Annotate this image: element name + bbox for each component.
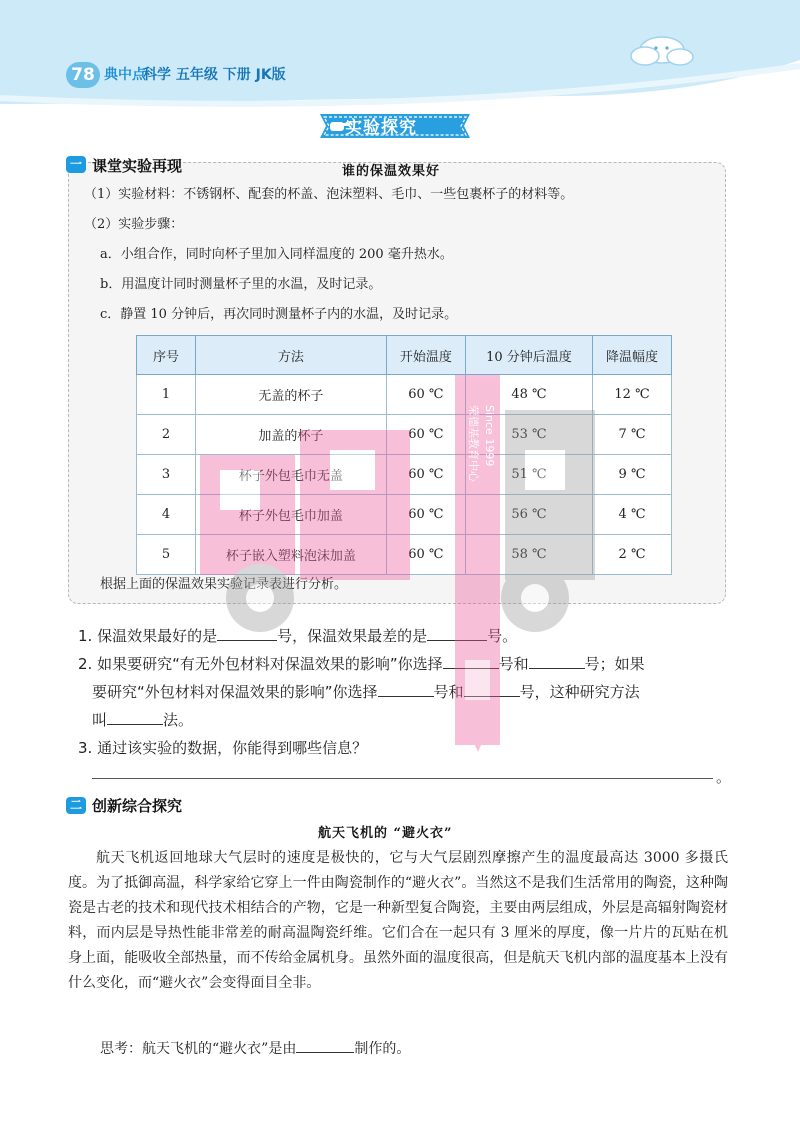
experiment-heading: 谁的保温效果好 (342, 164, 441, 179)
results-table (136, 335, 672, 575)
table-cell: 加盖的杯子 (196, 415, 387, 455)
table-row (137, 455, 672, 495)
table-cell: 7 ℃ (593, 415, 672, 455)
table-cell: 3 (137, 455, 196, 495)
steps-title: （2）实验步骤： (84, 217, 184, 232)
question-text: 号和 (433, 683, 464, 701)
question-text: 号，这种研究方法 (519, 683, 640, 701)
question-text: 1. 保温效果最好的是 (78, 627, 218, 645)
table-row (137, 415, 672, 455)
question-text: 号；如果 (584, 655, 645, 673)
column-header: 开始温度 (386, 336, 465, 375)
question-text: 号和 (498, 655, 529, 673)
table-cell: 无盖的杯子 (196, 375, 387, 415)
answer-blank[interactable] (529, 654, 585, 669)
step-c: c．静置 10 分钟后，再次同时测量杯子内的水温，及时记录。 (100, 307, 458, 322)
answer-blank[interactable] (464, 682, 520, 697)
table-row (137, 495, 672, 535)
reading-paragraph: 航天飞机返回地球大气层时的速度是极快的，它与大气层剧烈摩擦产生的温度最高达 3000 多摄氏度。为了抵御高温，科学家给它穿上一件由陶瓷制作的“避火衣”。当然这不是我们生活常用的陶瓷，这种陶瓷是古老的技术和现代技术相结合的产物，它是一种新型复合陶瓷，主要由两层组成，外层是高辐射陶瓷材料，而内层是导热性能非常差的耐高温陶瓷纤维。它们合在一起只有 3 厘米的厚度，像一片片的瓦贴在机身上面，能吸收全部热量，而不传给金属机身。虽然外面的温度很高，但是航天飞机内部的温度基本上没有什么变化，而“避火衣”会变得面目全非。 (68, 850, 728, 991)
header-background (0, 0, 800, 110)
column-header: 降温幅度 (593, 336, 672, 375)
table-cell: 60 ℃ (386, 535, 465, 575)
reading-heading: 航天飞机的 “避火衣” (318, 826, 453, 841)
watermark-since: Since 1999 (483, 405, 496, 467)
table-cell: 56 ℃ (465, 495, 592, 535)
watermark-center: 荣德基教育中心 (467, 405, 480, 482)
table-cell: 9 ℃ (593, 455, 672, 495)
question-text: 要研究“外包材料对保温效果的影响”你选择 (92, 683, 378, 701)
table-cell: 1 (137, 375, 196, 415)
table-cell: 2 ℃ (593, 535, 672, 575)
table-cell: 12 ℃ (593, 375, 672, 415)
table-cell: 53 ℃ (465, 415, 592, 455)
table-header-row (137, 336, 672, 375)
table-cell: 杯子嵌入塑料泡沫加盖 (196, 535, 387, 575)
table-row (137, 375, 672, 415)
section-title: 课堂实验再现 (92, 157, 183, 175)
question-text: 号。 (487, 627, 518, 645)
period-mark: 。 (716, 768, 732, 786)
table-cell: 51 ℃ (465, 455, 592, 495)
answer-blank[interactable] (217, 626, 277, 641)
section-badge: 二 (66, 797, 86, 814)
table-cell: 60 ℃ (386, 415, 465, 455)
question-text: 法。 (163, 711, 194, 729)
table-cell: 杯子外包毛巾无盖 (196, 455, 387, 495)
table-row (137, 535, 672, 575)
column-header: 方法 (196, 336, 387, 375)
answer-blank[interactable] (296, 1038, 354, 1053)
question-text: 思考：航天飞机的“避火衣”是由 (100, 1041, 297, 1057)
table-cell: 58 ℃ (465, 535, 592, 575)
column-header: 10 分钟后温度 (465, 336, 592, 375)
table-cell: 4 ℃ (593, 495, 672, 535)
question-text: 叫 (92, 711, 108, 729)
answer-blank[interactable] (107, 710, 163, 725)
step-a: a．小组合作，同时向杯子里加入同样温度的 200 毫升热水。 (100, 247, 453, 262)
answer-line[interactable] (92, 778, 713, 779)
question-2 (78, 653, 645, 674)
table-cell: 杯子外包毛巾加盖 (196, 495, 387, 535)
step-b: b．用温度计同时测量杯子里的水温，及时记录。 (100, 277, 382, 292)
table-cell: 60 ℃ (386, 375, 465, 415)
column-header: 序号 (137, 336, 196, 375)
table-cell: 2 (137, 415, 196, 455)
question-text: 2. 如果要研究“有无外包材料对保温效果的影响”你选择 (78, 655, 443, 673)
question-text: 号，保温效果最差的是 (277, 627, 428, 645)
table-cell: 4 (137, 495, 196, 535)
section-badge: 一 (66, 156, 86, 173)
banner-title: 实验探究 (345, 118, 417, 138)
question-1 (78, 625, 517, 646)
section-title: 创新综合探究 (92, 797, 183, 815)
table-cell: 5 (137, 535, 196, 575)
answer-blank[interactable] (427, 626, 487, 641)
answer-blank[interactable] (378, 682, 434, 697)
table-cell: 60 ℃ (386, 455, 465, 495)
materials-text: （1）实验材料：不锈钢杯、配套的杯盖、泡沫塑料、毛巾、一些包裹杯子的材料等。 (84, 187, 574, 202)
question-3: 3. 通过该实验的数据，你能得到哪些信息？ (78, 739, 368, 757)
table-cell: 60 ℃ (386, 495, 465, 535)
brand-logo: 典中点 (104, 67, 146, 83)
think-question (100, 1038, 410, 1058)
answer-blank[interactable] (443, 654, 499, 669)
table-cell: 48 ℃ (465, 375, 592, 415)
page-number: 78 (66, 62, 100, 88)
question-2-cont (92, 681, 640, 702)
question-text: 制作的。 (354, 1041, 411, 1057)
book-title: 科学 五年级 下册 JK版 (143, 67, 286, 83)
question-2-end (92, 709, 193, 730)
analysis-text: 根据上面的保温效果实验记录表进行分析。 (100, 577, 348, 592)
